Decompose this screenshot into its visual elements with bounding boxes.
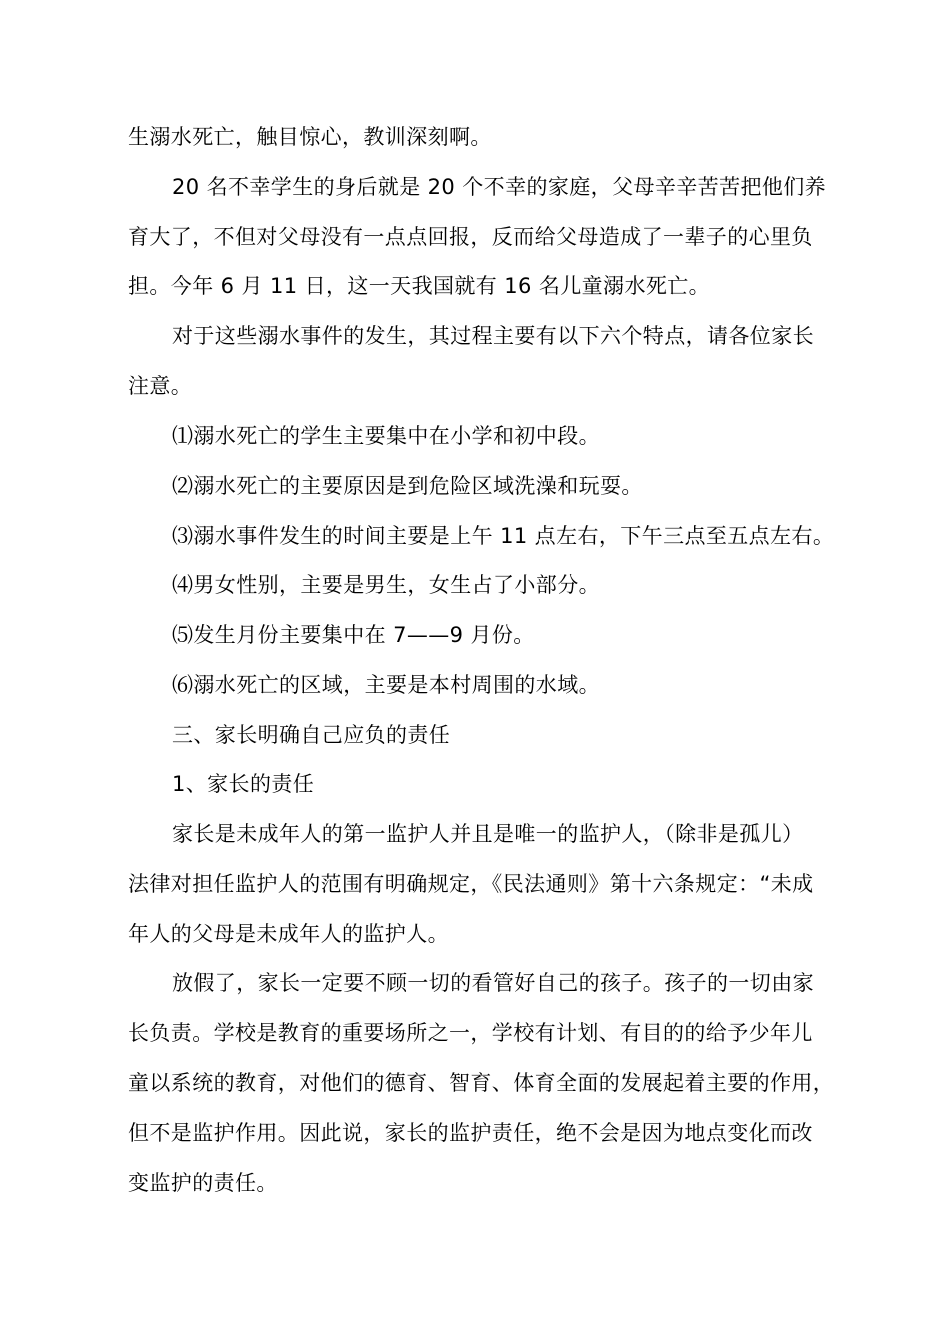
subsection-heading: 1、家长的责任	[172, 772, 315, 796]
list-item: ⑴溺水死亡的学生主要集中在小学和初中段。	[172, 424, 600, 448]
text-line: 育大了，不但对父母没有一点点回报，反而给父母造成了一辈子的心里负	[128, 225, 813, 249]
text-line: 童以系统的教育，对他们的德育、智育、体育全面的发展起着主要的作用，	[128, 1071, 835, 1095]
list-item: ⑵溺水死亡的主要原因是到危险区域洗澡和玩耍。	[172, 474, 643, 498]
text-line: 对于这些溺水事件的发生，其过程主要有以下六个特点，请各位家长	[172, 324, 814, 348]
text-line: 生溺水死亡，触目惊心，教训深刻啊。	[128, 125, 492, 149]
text-line: 20 名不幸学生的身后就是 20 个不幸的家庭，父母辛辛苦苦把他们养	[172, 175, 827, 199]
text-line: 放假了，家长一定要不顾一切的看管好自己的孩子。孩子的一切由家	[172, 971, 814, 995]
text-line: 但不是监护作用。因此说，家长的监护责任，绝不会是因为地点变化而改	[128, 1121, 813, 1145]
list-item: ⑹溺水死亡的区域，主要是本村周围的水域。	[172, 673, 600, 697]
text-line: 法律对担任监护人的范围有明确规定，《民法通则》第十六条规定：“未成	[128, 872, 814, 896]
text-line: 担。今年 6 月 11 日，这一天我国就有 16 名儿童溺水死亡。	[128, 274, 711, 298]
text-line: 注意。	[128, 374, 193, 398]
list-item: ⑷男女性别，主要是男生，女生占了小部分。	[172, 573, 600, 597]
text-line: 年人的父母是未成年人的监护人。	[128, 922, 449, 946]
section-heading: 三、家长明确自己应负的责任	[172, 723, 451, 747]
list-item: ⑶溺水事件发生的时间主要是上午 11 点左右，下午三点至五点左右。	[172, 524, 835, 548]
text-line: 长负责。学校是教育的重要场所之一，学校有计划、有目的的给予少年儿	[128, 1021, 813, 1045]
text-line: 变监护的责任。	[128, 1171, 278, 1195]
list-item: ⑸发生月份主要集中在 7——9 月份。	[172, 623, 535, 647]
text-line: 家长是未成年人的第一监护人并且是唯一的监护人，（除非是孤儿）	[172, 822, 804, 846]
